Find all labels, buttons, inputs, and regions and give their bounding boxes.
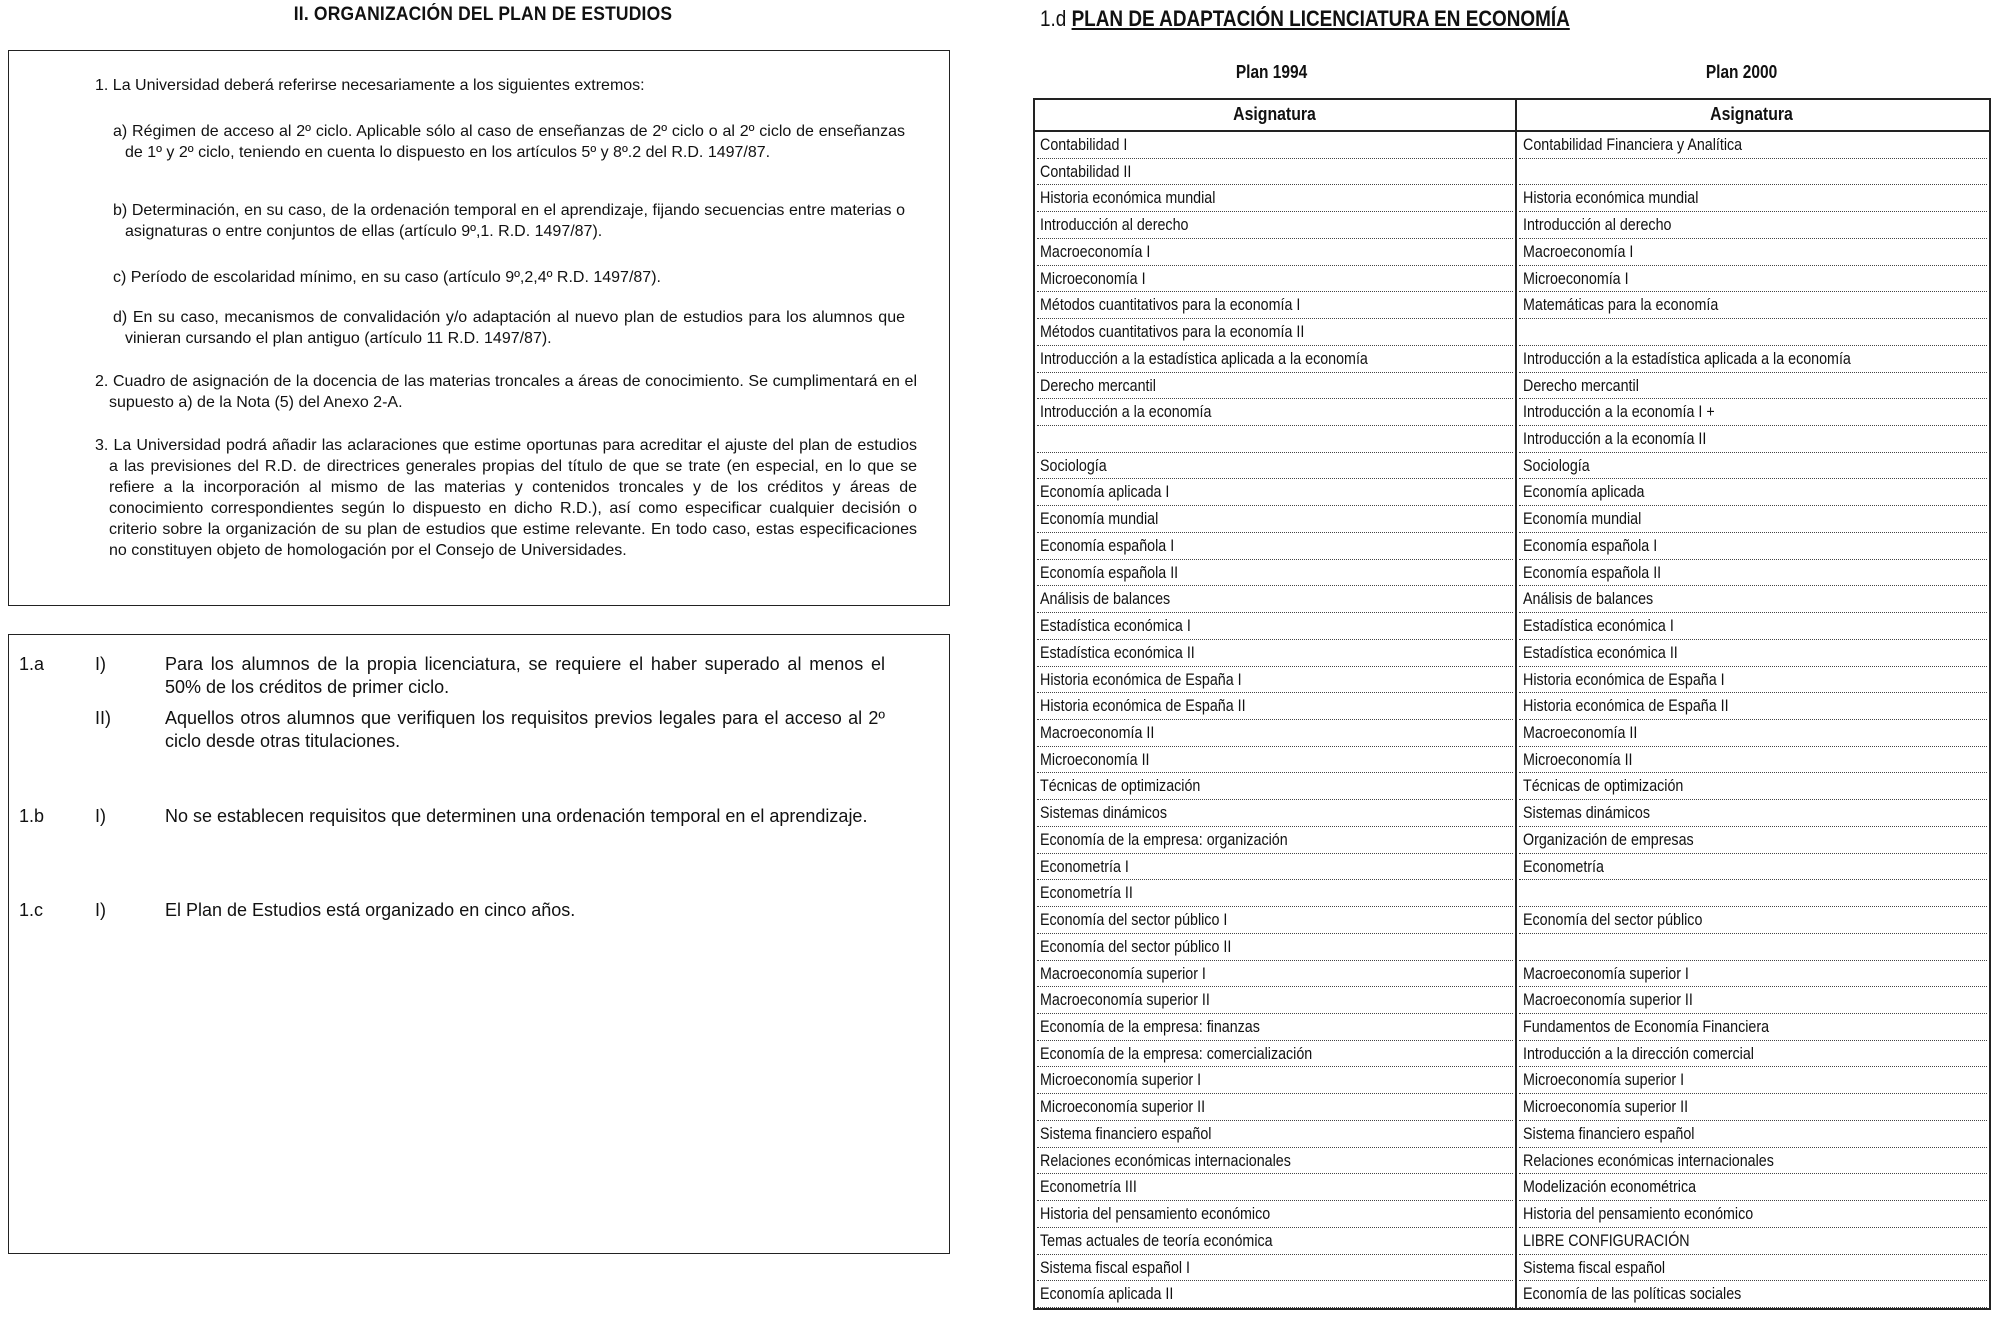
row-rule (1037, 425, 1513, 426)
note-1a-i (9, 653, 949, 713)
table-cell-plan-2000: Historia económica de España I (1523, 669, 1725, 689)
row-rule (1037, 1254, 1513, 1255)
table-cell-plan-2000: Economía aplicada (1523, 482, 1645, 502)
notes-box (8, 634, 950, 1254)
row-rule (1037, 1307, 1513, 1308)
note-numeral: I) (95, 654, 106, 674)
table-cell-plan-2000: Historia económica mundial (1523, 188, 1699, 208)
table-cell-plan-2000: Microeconomía superior II (1523, 1097, 1689, 1117)
note-numeral: I) (95, 900, 106, 920)
row-rule (1037, 1120, 1513, 1121)
table-cell-plan-1994: Sociología (1040, 455, 1107, 475)
table-cell-plan-2000: Introducción a la economía II (1523, 429, 1707, 448)
adaptation-heading-prefix: 1.d (1040, 6, 1072, 31)
row-rule (1519, 853, 1987, 854)
requirement-point-2: 2. Cuadro de asignación de la docencia de las materias troncales a áreas de conocimiento. Se cumplimentará en el supuesto a) de la Nota (5) del Anexo 2-A. (95, 373, 917, 411)
row-rule (1037, 772, 1513, 773)
row-rule (1037, 184, 1513, 185)
row-rule (1037, 318, 1513, 319)
table-cell-plan-1994: Derecho mercantil (1040, 375, 1156, 395)
row-rule (1519, 639, 1987, 640)
table-cell-plan-2000: Sociología (1523, 455, 1590, 475)
table-cell-plan-2000: Introducción a la estadística aplicada a la economía (1523, 348, 1851, 368)
note-text: El Plan de Estudios está organizado en cinco años. (165, 900, 576, 920)
table-cell-plan-1994: Estadística económica I (1040, 616, 1191, 636)
note-code: 1.c (19, 900, 44, 920)
row-rule (1037, 1200, 1513, 1201)
row-rule (1519, 559, 1987, 560)
row-rule (1037, 906, 1513, 907)
row-rule (1037, 452, 1513, 453)
requirement-item-c-text: c) Período de escolaridad mínimo, en su caso (artículo 9º,2,4º R.D. 1497/87). (113, 269, 661, 286)
row-rule (1519, 612, 1987, 613)
row-rule (1037, 639, 1513, 640)
row-rule (1037, 291, 1513, 292)
table-cell-plan-1994: Sistema financiero español (1040, 1123, 1212, 1143)
table-cell-plan-2000: Introducción a la economía I + (1523, 402, 1715, 422)
row-rule (1037, 879, 1513, 880)
table-cell-plan-1994: Econometría II (1040, 883, 1133, 903)
table-cell-plan-2000: Macroeconomía II (1523, 723, 1638, 742)
row-rule (1519, 746, 1987, 747)
row-rule (1037, 478, 1513, 479)
table-cell-plan-1994: Economía aplicada II (1040, 1284, 1174, 1304)
requirement-item-c (113, 267, 905, 288)
row-rule (1037, 345, 1513, 346)
row-rule (1519, 372, 1987, 373)
row-rule (1519, 1147, 1987, 1148)
table-cell-plan-2000: Historia del pensamiento económico (1523, 1204, 1754, 1224)
table-cell-plan-1994: Economía de la empresa: comercialización (1040, 1043, 1313, 1063)
table-cell-plan-1994: Contabilidad I (1040, 135, 1128, 154)
row-rule (1519, 452, 1987, 453)
note-1a-ii (9, 707, 949, 767)
table-cell-plan-1994: Introducción a la estadística aplicada a la economía (1040, 348, 1368, 368)
row-rule (1519, 879, 1987, 880)
row-rule (1519, 532, 1987, 533)
row-rule (1037, 853, 1513, 854)
note-numeral: I) (95, 806, 106, 826)
table-cell-plan-1994: Contabilidad II (1040, 161, 1132, 181)
requirement-intro: 1. La Universidad deberá referirse necesariamente a los siguientes extremos: (95, 77, 645, 94)
column-header-old: Asignatura (1233, 104, 1316, 124)
row-rule (1519, 799, 1987, 800)
row-rule (1037, 666, 1513, 667)
row-rule (1519, 906, 1987, 907)
row-rule (1519, 1227, 1987, 1228)
row-rule (1519, 1173, 1987, 1174)
note-code: 1.b (19, 806, 45, 826)
note-code: 1.a (19, 654, 45, 674)
row-rule (1519, 238, 1987, 239)
table-cell-plan-2000: Economía española I (1523, 535, 1658, 555)
table-cell-plan-2000: Macroeconomía I (1523, 241, 1634, 261)
table-cell-plan-1994: Macroeconomía superior I (1040, 963, 1206, 983)
table-cell-plan-1994: Economía del sector público I (1040, 910, 1228, 930)
row-rule (1519, 1200, 1987, 1201)
table-cell-plan-2000: Economía de las políticas sociales (1523, 1284, 1742, 1304)
row-rule (1519, 719, 1987, 720)
requirements-box (8, 50, 950, 606)
table-cell-plan-1994: Relaciones económicas internacionales (1040, 1150, 1291, 1170)
requirement-item-b-text: b) Determinación, en su caso, de la ordenación temporal en el aprendizaje, fijando secuencias entre materias o asignaturas o entre conjuntos de ellas (artículo 9º,1. R.D. 1497/87). (113, 202, 905, 240)
row-rule (1519, 772, 1987, 773)
table-cell-plan-2000: Economía mundial (1523, 509, 1642, 529)
table-cell-plan-2000: Microeconomía superior I (1523, 1070, 1685, 1090)
table-cell-plan-2000: Análisis de balances (1523, 589, 1654, 609)
table-cell-plan-2000: LIBRE CONFIGURACIÓN (1523, 1230, 1690, 1250)
table-cell-plan-1994: Historia económica de España II (1040, 696, 1246, 716)
table-cell-plan-1994: Econometría I (1040, 856, 1129, 876)
section-heading: II. ORGANIZACIÓN DEL PLAN DE ESTUDIOS (293, 4, 673, 25)
table-cell-plan-1994: Análisis de balances (1040, 589, 1171, 609)
adaptation-heading (1040, 6, 1570, 32)
row-rule (1037, 1093, 1513, 1094)
row-rule (1519, 398, 1987, 399)
table-cell-plan-1994: Microeconomía I (1040, 268, 1146, 288)
row-rule (1037, 238, 1513, 239)
row-rule (1037, 398, 1513, 399)
row-rule (1519, 986, 1987, 987)
row-rule (1037, 746, 1513, 747)
requirement-item-a (113, 121, 905, 163)
table-cell-plan-2000: Econometría (1523, 856, 1604, 876)
table-cell-plan-1994: Microeconomía superior I (1040, 1070, 1202, 1090)
table-cell-plan-2000: Sistemas dinámicos (1523, 803, 1650, 823)
table-cell-plan-2000: Microeconomía II (1523, 749, 1633, 769)
requirement-item-d-text: d) En su caso, mecanismos de convalidación y/o adaptación al nuevo plan de estudios para los alumnos que vinieran cursando el plan antiguo (artículo 11 R.D. 1497/87). (113, 309, 905, 347)
requirement-item-d (113, 307, 905, 349)
row-rule (1519, 265, 1987, 266)
row-rule (1519, 505, 1987, 506)
row-rule (1519, 345, 1987, 346)
note-1c (9, 899, 949, 929)
row-rule (1519, 1254, 1987, 1255)
row-rule (1519, 478, 1987, 479)
row-rule (1519, 158, 1987, 159)
row-rule (1037, 532, 1513, 533)
row-rule (1037, 826, 1513, 827)
table-cell-plan-2000: Relaciones económicas internacionales (1523, 1150, 1774, 1170)
table-cell-plan-1994: Historia del pensamiento económico (1040, 1204, 1271, 1224)
row-rule (1037, 505, 1513, 506)
plan-old-label: Plan 1994 (1235, 62, 1308, 82)
table-cell-plan-2000: Microeconomía I (1523, 268, 1629, 288)
row-rule (1037, 559, 1513, 560)
table-cell-plan-1994: Microeconomía superior II (1040, 1097, 1206, 1117)
table-cell-plan-1994: Sistemas dinámicos (1040, 803, 1167, 823)
row-rule (1519, 318, 1987, 319)
row-rule (1037, 372, 1513, 373)
row-rule (1519, 1040, 1987, 1041)
table-cell-plan-1994: Econometría III (1040, 1177, 1137, 1197)
row-rule (1519, 1120, 1987, 1121)
table-cell-plan-2000: Historia económica de España II (1523, 696, 1729, 716)
row-rule (1519, 692, 1987, 693)
table-cell-plan-1994: Economía española I (1040, 535, 1175, 555)
row-rule (1519, 585, 1987, 586)
row-rule (1037, 1013, 1513, 1014)
row-rule (1037, 986, 1513, 987)
table-cell-plan-1994: Economía del sector público II (1040, 936, 1232, 956)
table-cell-plan-1994: Economía española II (1040, 562, 1179, 582)
table-cell-plan-2000: Fundamentos de Economía Financiera (1523, 1017, 1770, 1036)
table-cell-plan-2000: Macroeconomía superior II (1523, 990, 1693, 1010)
requirement-point-3: 3. La Universidad podrá añadir las aclaraciones que estime oportunas para acreditar el ajuste del plan de estudios a las previsiones del R.D. de directrices generales propias del título de que se trate (en especial, en lo que se refiere a la incorporación al mismo de las materias y contenidos troncales y de los créditos y áreas de conocimiento correspondientes según lo dispuesto en dicho R.D.), así como especificar cualquier decisión o criterio sobre la organización de su plan de estudios que estime relevante. En todo caso, estas especificaciones no constituyen objeto de homologación por el Consejo de Universidades. (95, 437, 917, 559)
note-1b (9, 805, 949, 865)
row-rule (1037, 960, 1513, 961)
row-rule (1037, 612, 1513, 613)
note-text: Para los alumnos de la propia licenciatura, se requiere el haber superado al menos el 50% de los créditos de primer ciclo. (165, 654, 885, 697)
row-rule (1519, 425, 1987, 426)
column-header-new: Asignatura (1710, 104, 1793, 124)
table-cell-plan-2000: Matemáticas para la economía (1523, 295, 1719, 315)
table-cell-plan-2000: Organización de empresas (1523, 829, 1694, 849)
row-rule (1519, 960, 1987, 961)
table-cell-plan-2000: Modelización econométrica (1523, 1177, 1697, 1197)
row-rule (1037, 719, 1513, 720)
table-cell-plan-2000: Estadística económica I (1523, 616, 1674, 636)
row-rule (1037, 585, 1513, 586)
row-rule (1037, 265, 1513, 266)
table-cell-plan-1994: Sistema fiscal español I (1040, 1257, 1191, 1277)
row-rule (1037, 1173, 1513, 1174)
row-rule (1037, 799, 1513, 800)
table-cell-plan-1994: Economía de la empresa: organización (1040, 829, 1288, 849)
table-cell-plan-2000: Derecho mercantil (1523, 375, 1639, 395)
table-cell-plan-1994: Economía aplicada I (1040, 482, 1170, 502)
row-rule (1037, 211, 1513, 212)
row-rule (1519, 666, 1987, 667)
note-numeral: II) (95, 708, 111, 728)
table-cell-plan-2000: Estadística económica II (1523, 642, 1678, 662)
row-rule (1519, 1013, 1987, 1014)
table-cell-plan-1994: Macroeconomía II (1040, 723, 1155, 742)
row-rule (1519, 1066, 1987, 1067)
note-text: Aquellos otros alumnos que verifiquen los requisitos previos legales para el acceso al 2º ciclo desde otras titulaciones. (165, 708, 885, 751)
table-cell-plan-2000: Sistema financiero español (1523, 1123, 1695, 1143)
adaptation-heading-title: PLAN DE ADAPTACIÓN LICENCIATURA EN ECONOMÍA (1071, 6, 1570, 31)
requirement-item-b (113, 200, 905, 242)
table-cell-plan-1994: Microeconomía II (1040, 749, 1150, 769)
row-rule (1037, 933, 1513, 934)
row-rule (1037, 1280, 1513, 1281)
adaptation-table (1033, 98, 1991, 1310)
table-cell-plan-1994: Estadística económica II (1040, 642, 1195, 662)
row-rule (1519, 291, 1987, 292)
table-cell-plan-1994: Introducción al derecho (1040, 215, 1189, 235)
table-cell-plan-2000: Sistema fiscal español (1523, 1257, 1666, 1277)
table-cell-plan-2000: Economía española II (1523, 562, 1662, 582)
table-cell-plan-1994: Economía de la empresa: finanzas (1040, 1017, 1260, 1036)
requirement-item-a-text: a) Régimen de acceso al 2º ciclo. Aplicable sólo al caso de enseñanzas de 2º ciclo o al 2º ciclo de enseñanzas de 1º y 2º ciclo, teniendo en cuenta lo dispuesto en los artículos 5º y 8º.2 del R.D. 1497/87. (113, 123, 905, 161)
table-cell-plan-1994: Historia económica de España I (1040, 669, 1242, 689)
row-rule (1037, 1040, 1513, 1041)
row-rule (1037, 158, 1513, 159)
table-cell-plan-2000: Contabilidad Financiera y Analítica (1523, 135, 1743, 154)
plan-new-label: Plan 2000 (1705, 62, 1778, 82)
row-rule (1519, 1280, 1987, 1281)
table-cell-plan-2000: Introducción a la dirección comercial (1523, 1043, 1754, 1063)
table-cell-plan-1994: Técnicas de optimización (1040, 776, 1201, 796)
table-cell-plan-2000: Técnicas de optimización (1523, 776, 1684, 796)
row-rule (1519, 933, 1987, 934)
table-cell-plan-2000: Macroeconomía superior I (1523, 963, 1689, 983)
table-cell-plan-1994: Métodos cuantitativos para la economía II (1040, 322, 1305, 342)
table-cell-plan-1994: Temas actuales de teoría económica (1040, 1230, 1273, 1250)
table-cell-plan-1994: Macroeconomía superior II (1040, 990, 1210, 1010)
table-cell-plan-1994: Introducción a la economía (1040, 402, 1212, 422)
table-cell-plan-1994: Economía mundial (1040, 509, 1159, 529)
row-rule (1519, 1307, 1987, 1308)
table-cell-plan-1994: Macroeconomía I (1040, 241, 1151, 261)
row-rule (1519, 1093, 1987, 1094)
table-cell-plan-2000: Economía del sector público (1523, 910, 1703, 930)
row-rule (1519, 211, 1987, 212)
row-rule (1037, 692, 1513, 693)
row-rule (1037, 1147, 1513, 1148)
table-cell-plan-1994: Historia económica mundial (1040, 188, 1216, 208)
row-rule (1519, 184, 1987, 185)
table-header (1035, 100, 1989, 132)
row-rule (1519, 826, 1987, 827)
table-cell-plan-2000: Introducción al derecho (1523, 215, 1672, 235)
note-text: No se establecen requisitos que determinen una ordenación temporal en el aprendizaje. (165, 806, 868, 826)
column-divider (1515, 100, 1517, 1308)
left-column (0, 0, 960, 1317)
row-rule (1037, 1066, 1513, 1067)
table-cell-plan-1994: Métodos cuantitativos para la economía I (1040, 295, 1301, 315)
right-column (1030, 0, 1996, 1317)
row-rule (1037, 1227, 1513, 1228)
